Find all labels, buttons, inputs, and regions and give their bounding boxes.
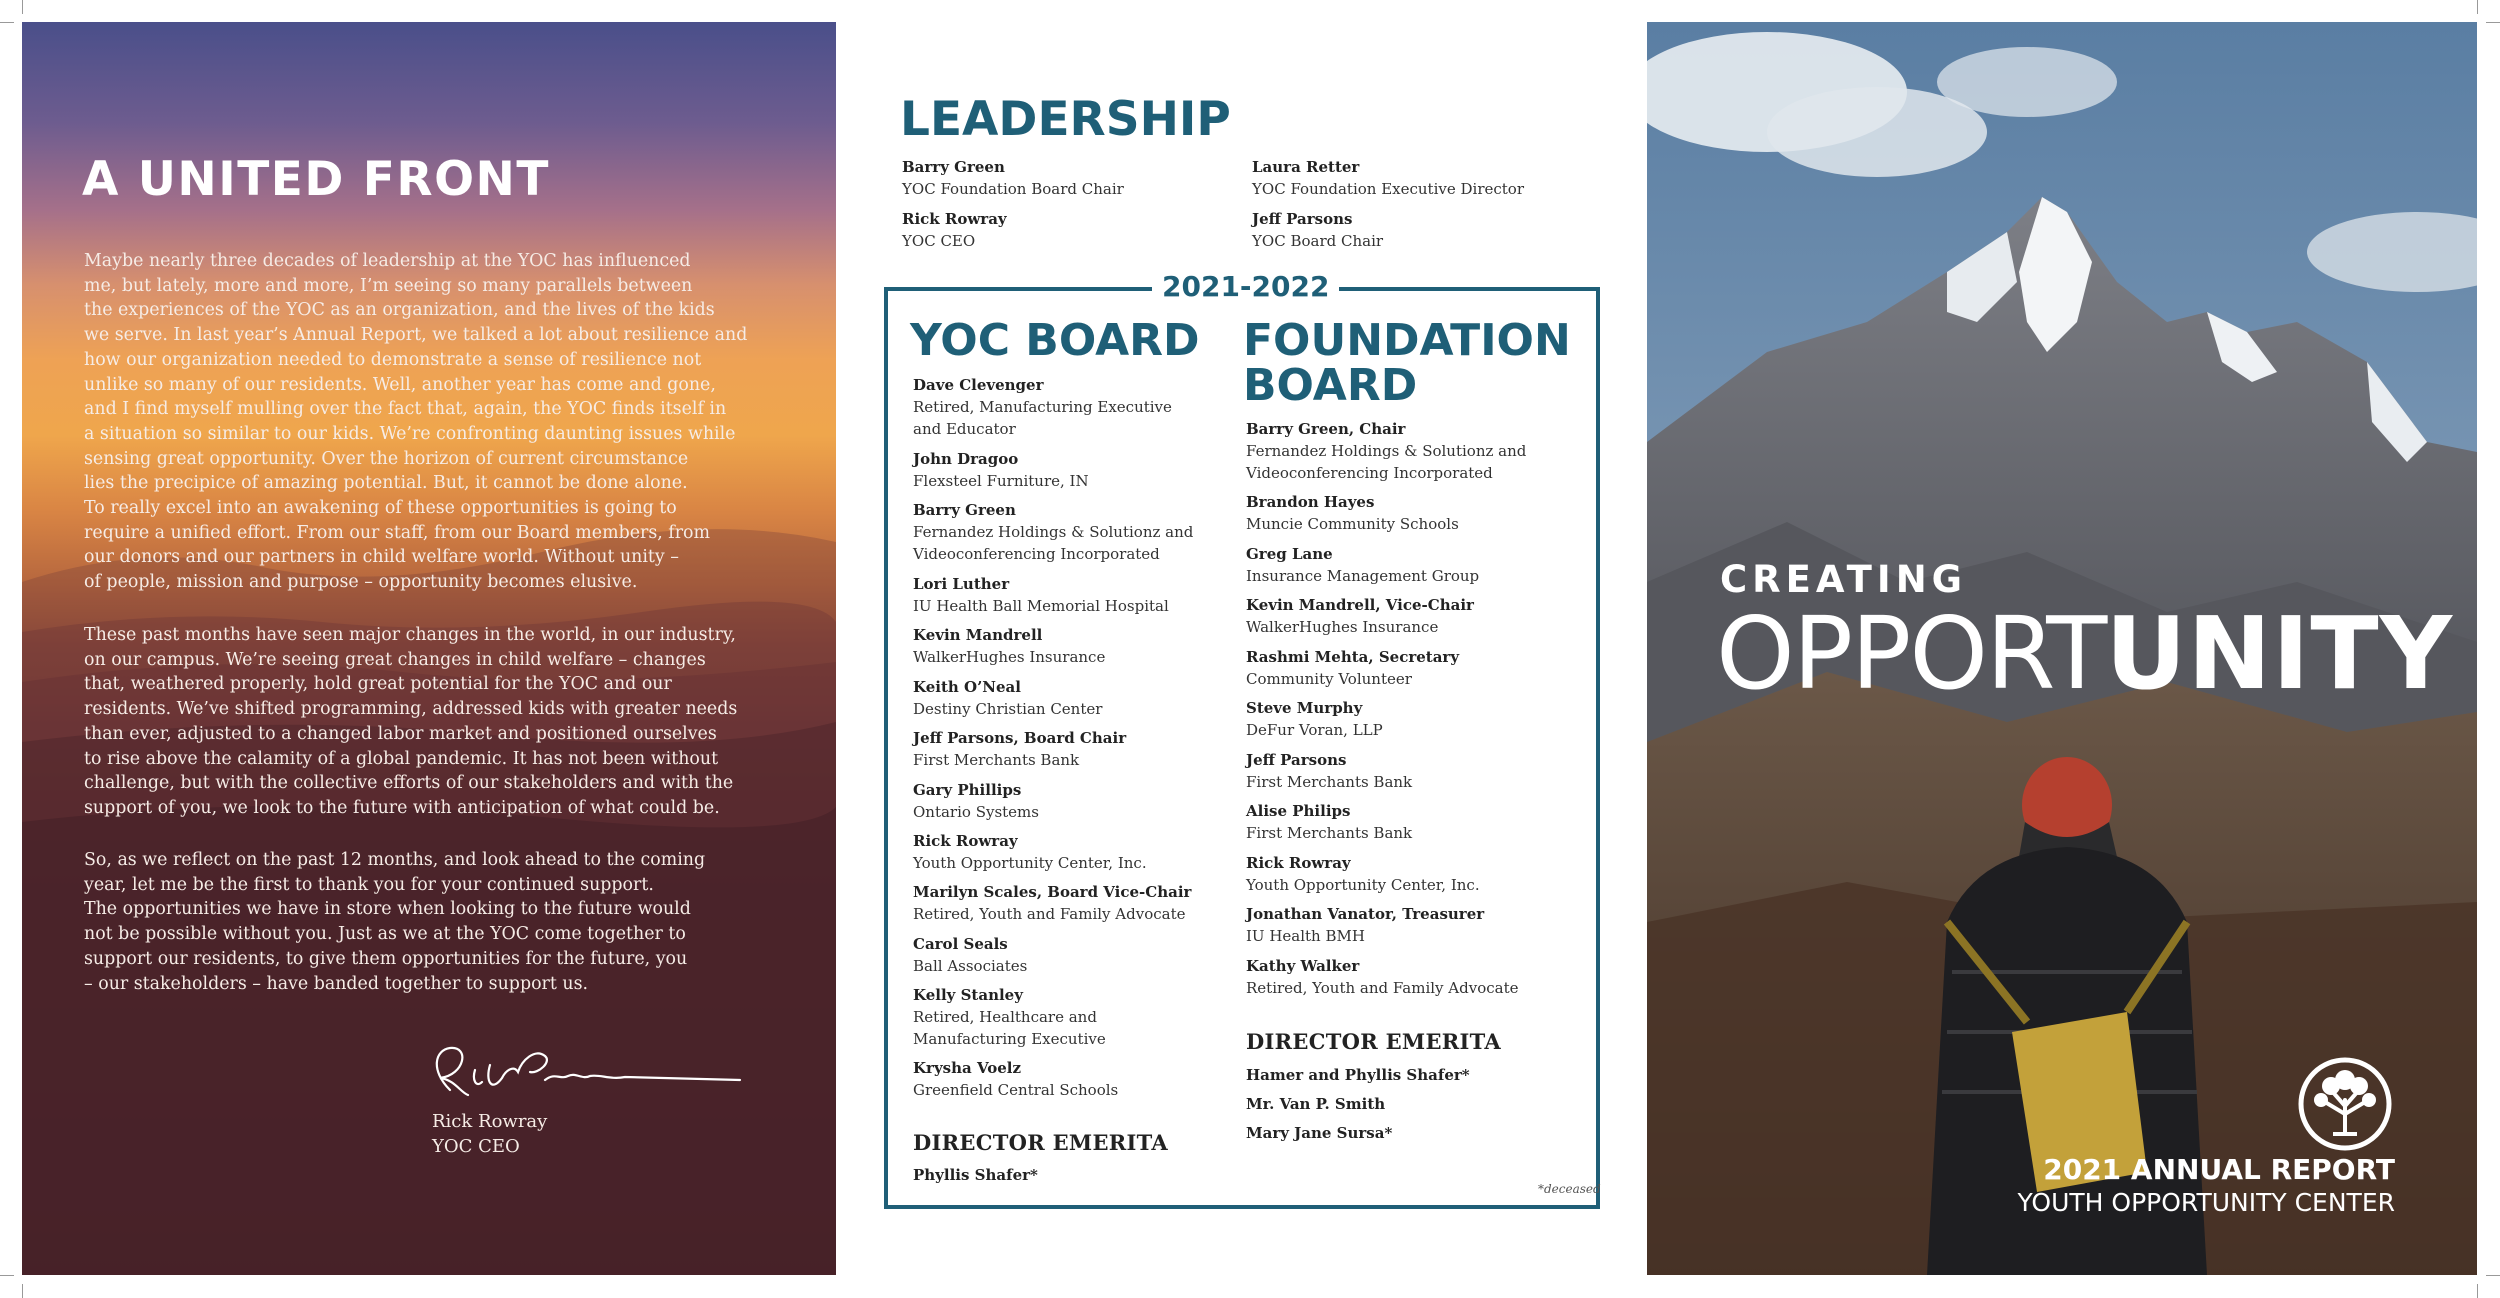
board-member bbox=[1246, 594, 1576, 638]
board-member bbox=[1246, 749, 1576, 793]
letter-title: A UNITED FRONT bbox=[82, 152, 550, 207]
member-role: IU Health Ball Memorial Hospital bbox=[913, 597, 1169, 615]
member-role: DeFur Voran, LLP bbox=[1246, 721, 1383, 739]
member-role: Retired, Youth and Family Advocate bbox=[1246, 979, 1519, 997]
member-name: Brandon Hayes bbox=[1246, 493, 1375, 511]
person-role: YOC CEO bbox=[902, 232, 976, 250]
person-name: Laura Retter bbox=[1252, 158, 1360, 176]
member-name: Jeff Parsons bbox=[1246, 751, 1347, 769]
board-member bbox=[913, 984, 1243, 1050]
leadership-person bbox=[902, 208, 1242, 252]
report-title: 2021 ANNUAL REPORT bbox=[2043, 1153, 2395, 1186]
member-role: Greenfield Central Schools bbox=[913, 1081, 1119, 1099]
board-member bbox=[1246, 852, 1576, 896]
member-name: Jeff Parsons, Board Chair bbox=[913, 729, 1127, 747]
crop-mark bbox=[2477, 0, 2478, 14]
member-role: Insurance Management Group bbox=[1246, 567, 1480, 585]
signer-title: YOC CEO bbox=[432, 1136, 520, 1157]
board-member bbox=[913, 933, 1243, 977]
emerita-name: Hamer and Phyllis Shafer* bbox=[1246, 1066, 1470, 1084]
member-role: Muncie Community Schools bbox=[1246, 515, 1459, 533]
crop-mark bbox=[2477, 1284, 2478, 1298]
member-role: IU Health BMH bbox=[1246, 927, 1365, 945]
member-role: Fernandez Holdings & Solutionz and Videoconferencing Incorporated bbox=[913, 523, 1194, 563]
organization-name: YOUTH OPPORTUNITY CENTER bbox=[2017, 1188, 2395, 1217]
crop-mark bbox=[22, 1284, 23, 1298]
person-role: YOC Foundation Board Chair bbox=[902, 180, 1124, 198]
cover-creating-text: CREATING bbox=[1720, 558, 1968, 601]
member-name: Dave Clevenger bbox=[913, 376, 1044, 394]
letter-paragraph: So, as we reflect on the past 12 months, and look ahead to the coming year, let me be the first to thank you for your continued support. The opportunities we have in store when looking to the future would not be possible without you. Just as we at the YOC come together to support our residents, to give them opportunities for the future, you – our stakeholders – have banded together to support us. bbox=[84, 850, 706, 994]
board-member bbox=[913, 1057, 1243, 1101]
signer-name: Rick Rowray bbox=[432, 1111, 548, 1132]
member-role: First Merchants Bank bbox=[913, 751, 1080, 769]
board-member bbox=[913, 499, 1243, 565]
foundation-board-title: FOUNDATION BOARD bbox=[1243, 315, 1571, 411]
title-thin-part: OPPORT bbox=[1716, 595, 2106, 712]
board-member bbox=[1246, 491, 1576, 535]
person-role: YOC Board Chair bbox=[1252, 232, 1384, 250]
board-year-label: 2021-2022 bbox=[1152, 270, 1339, 303]
yoc-board-title: YOC BOARD bbox=[910, 315, 1200, 366]
emerita-name: Mr. Van P. Smith bbox=[1246, 1095, 1386, 1113]
yoc-tree-logo bbox=[2297, 1056, 2393, 1152]
board-member bbox=[913, 374, 1243, 440]
board-member bbox=[1246, 646, 1576, 690]
member-name: Barry Green, Chair bbox=[1246, 420, 1406, 438]
member-role: Ball Associates bbox=[913, 957, 1028, 975]
deceased-footnote: *deceased bbox=[1538, 1182, 1601, 1196]
signature-image bbox=[410, 1030, 770, 1120]
crop-mark bbox=[0, 1275, 14, 1276]
cover-opportunity-title bbox=[1716, 595, 2454, 712]
crop-mark bbox=[2486, 22, 2500, 23]
crop-mark bbox=[2486, 1275, 2500, 1276]
title-bold-part: UNITY bbox=[2105, 595, 2454, 712]
board-member bbox=[913, 573, 1243, 617]
board-member bbox=[913, 448, 1243, 492]
member-name: Gary Phillips bbox=[913, 781, 1022, 799]
member-name: Kathy Walker bbox=[1246, 957, 1360, 975]
member-name: Kevin Mandrell, Vice-Chair bbox=[1246, 596, 1474, 614]
leadership-person bbox=[1252, 156, 1592, 200]
member-role: Retired, Manufacturing Executive and Educator bbox=[913, 398, 1172, 438]
member-name: Kelly Stanley bbox=[913, 986, 1023, 1004]
member-name: Kevin Mandrell bbox=[913, 626, 1043, 644]
crop-mark bbox=[0, 22, 14, 23]
crop-mark bbox=[22, 0, 23, 14]
member-name: Jonathan Vanator, Treasurer bbox=[1246, 905, 1485, 923]
board-member bbox=[1246, 903, 1576, 947]
leadership-person bbox=[1252, 208, 1592, 252]
member-name: Greg Lane bbox=[1246, 545, 1333, 563]
member-name: Keith O’Neal bbox=[913, 678, 1021, 696]
member-name: Barry Green bbox=[913, 501, 1016, 519]
board-member bbox=[913, 727, 1243, 771]
board-member bbox=[913, 779, 1243, 823]
member-role: Youth Opportunity Center, Inc. bbox=[913, 854, 1147, 872]
member-role: WalkerHughes Insurance bbox=[1246, 618, 1439, 636]
person-name: Barry Green bbox=[902, 158, 1005, 176]
board-member bbox=[913, 830, 1243, 874]
member-role: Flexsteel Furniture, IN bbox=[913, 472, 1089, 490]
emerita-name: Mary Jane Sursa* bbox=[1246, 1124, 1393, 1142]
member-role: First Merchants Bank bbox=[1246, 773, 1413, 791]
member-name: Rashmi Mehta, Secretary bbox=[1246, 648, 1460, 666]
member-role: WalkerHughes Insurance bbox=[913, 648, 1106, 666]
board-member bbox=[1246, 418, 1576, 484]
board-member bbox=[913, 676, 1243, 720]
member-role: Retired, Youth and Family Advocate bbox=[913, 905, 1186, 923]
member-name: Krysha Voelz bbox=[913, 1059, 1021, 1077]
board-member bbox=[913, 881, 1243, 925]
person-name: Jeff Parsons bbox=[1252, 210, 1353, 228]
yoc-director-emerita-title: DIRECTOR EMERITA bbox=[913, 1130, 1168, 1155]
member-role: Community Volunteer bbox=[1246, 670, 1412, 688]
board-member bbox=[913, 624, 1243, 668]
member-name: Marilyn Scales, Board Vice-Chair bbox=[913, 883, 1192, 901]
member-name: Steve Murphy bbox=[1246, 699, 1363, 717]
member-name: John Dragoo bbox=[913, 450, 1019, 468]
foundation-director-emerita-title: DIRECTOR EMERITA bbox=[1246, 1029, 1501, 1054]
letter-paragraph: Maybe nearly three decades of leadership at the YOC has influenced me, but lately, more and more, I’m seeing so many parallels between the experiences of the YOC as an organization, and the lives of the kids we serve. In last year’s Annual Report, we talked a lot about resilience and how our organization needed to demonstrate a sense of resilience not unlike so many of our residents. Well, another year has come and gone, and I find myself mulling over the fact that, again, the YOC finds itself in a situation so similar to our kids. We’re confronting daunting issues while sensing great opportunity. Over the horizon of current circumstance lies the precipice of amazing potential. But, it cannot be done alone. To really excel into an awakening of these opportunities is going to require a unified effort. From our staff, from our Board members, from our donors and our partners in child welfare world. Without unity – of people, mission and purpose – opportunity becomes elusive. bbox=[84, 251, 748, 593]
member-role: Fernandez Holdings & Solutionz and Videoconferencing Incorporated bbox=[1246, 442, 1527, 482]
emerita-name: Phyllis Shafer* bbox=[913, 1166, 1038, 1184]
board-member bbox=[1246, 800, 1576, 844]
leadership-person bbox=[902, 156, 1242, 200]
leadership-title: LEADERSHIP bbox=[900, 92, 1231, 147]
person-name: Rick Rowray bbox=[902, 210, 1007, 228]
member-role: Retired, Healthcare and Manufacturing Executive bbox=[913, 1008, 1106, 1048]
member-name: Carol Seals bbox=[913, 935, 1008, 953]
member-name: Rick Rowray bbox=[1246, 854, 1351, 872]
board-member bbox=[1246, 697, 1576, 741]
member-role: Destiny Christian Center bbox=[913, 700, 1103, 718]
member-role: Youth Opportunity Center, Inc. bbox=[1246, 876, 1480, 894]
member-name: Rick Rowray bbox=[913, 832, 1018, 850]
member-name: Lori Luther bbox=[913, 575, 1010, 593]
board-member bbox=[1246, 955, 1576, 999]
member-name: Alise Philips bbox=[1246, 802, 1351, 820]
member-role: Ontario Systems bbox=[913, 803, 1039, 821]
letter-paragraph: These past months have seen major changes in the world, in our industry, on our campus. We’re seeing great changes in child welfare – changes that, weathered properly, hold great potential for the YOC and our residents. We’ve shifted programming, addressed kids with greater needs than ever, adjusted to a changed labor market and positioned ourselves to rise above the calamity of a global pandemic. It has not been without challenge, but with the collective efforts of our stakeholders and with the support of you, we look to the future with anticipation of what could be. bbox=[84, 625, 738, 818]
person-role: YOC Foundation Executive Director bbox=[1252, 180, 1525, 198]
board-member bbox=[1246, 543, 1576, 587]
member-role: First Merchants Bank bbox=[1246, 824, 1413, 842]
